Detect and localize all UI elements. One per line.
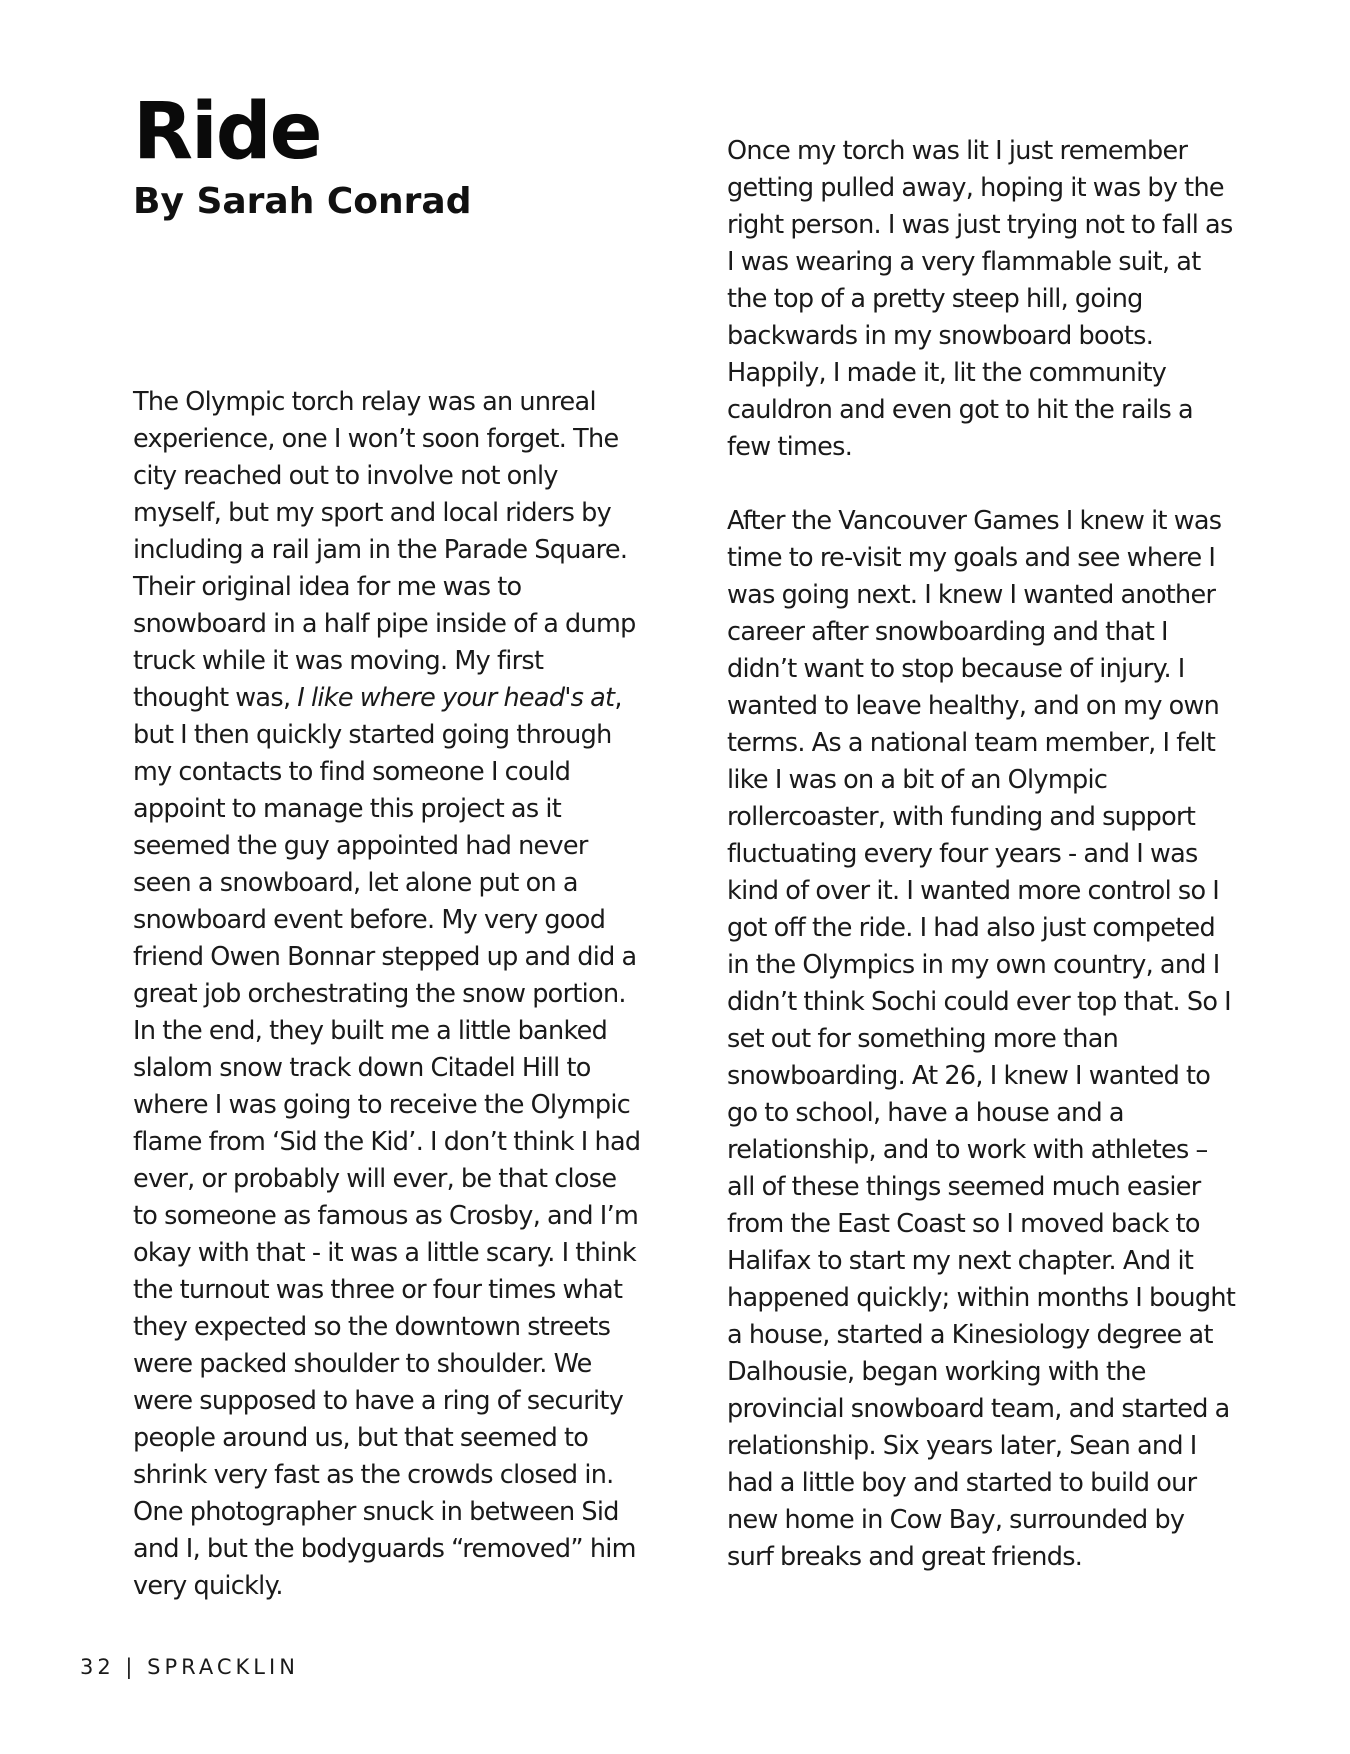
- paragraph-1-text-b: , but I then quickly started going through my contacts to find someone I could appoint to manage this project as it seemed the guy appointed had never seen a snowboard, let alone put on a snowboard event before. My very good friend Owen Bonnar stepped up and did a great job orchestrating the snow portion. In the end, they built me a little banked slalom snow track down Citadel Hill to where I was going to receive the Olympic flame from ‘Sid the Kid’. I don’t think I had ever, or probably will ever, be that close to someone as famous as Crosby, and I’m okay with that - it was a little scary. I think the turnout was three or four times what they expected so the downtown streets were packed shoulder to shoulder. We were supposed to have a ring of security people around us, but that seemed to shrink very fast as the crowds closed in. One photographer snuck in between Sid and I, but the bodyguards “removed” him very quickly.: [133, 683, 641, 1601]
- article-title: Ride: [133, 87, 321, 177]
- article-byline: By Sarah Conrad: [133, 181, 472, 222]
- paragraph-1-italic-quote: I like where your head's at: [297, 683, 615, 713]
- paragraph-2: Once my torch was lit I just remember getting pulled away, hoping it was by the right person. I was just trying not to fall as I was wearing a very flammable suit, at the top of a pretty steep hill, going backwards in my snowboard boots. Happily, I made it, lit the community cauldron and even got to hit the rails a few times.: [727, 136, 1233, 462]
- paragraph-3: After the Vancouver Games I knew it was time to re-visit my goals and see where I was going next. I knew I wanted another career after snowboarding and that I didn’t want to stop because of injury. I wanted to leave healthy, and on my own terms. As a national team member, I felt like I was on a bit of an Olympic rollercoaster, with funding and support fluctuating every four years - and I was kind of over it. I wanted more control so I got off the ride. I had also just competed in the Olympics in my own country, and I didn’t think Sochi could ever top that. So I set out for something more than snowboarding. At 26, I knew I wanted to go to school, have a house and a relationship, and to work with athletes – all of these things seemed much easier from the East Coast so I moved back to Halifax to start my next chapter. And it happened quickly; within months I bought a house, started a Kinesiology degree at Dalhousie, began working with the provincial snowboard team, and started a relationship. Six years later, Sean and I had a little boy and started to build our new home in Cow Bay, surrounded by surf breaks and great friends.: [727, 506, 1236, 1572]
- page-folio: 32 | SPRACKLIN: [80, 1655, 299, 1679]
- paragraph-1: [133, 384, 643, 1605]
- paragraph-1-text-a: The Olympic torch relay was an unreal experience, one I won’t soon forget. The city reached out to involve not only myself, but my sport and local riders by including a rail jam in the Parade Square. Their original idea for me was to snowboard in a half pipe inside of a dump truck while it was moving. My first thought was,: [133, 387, 636, 713]
- right-column: [727, 133, 1237, 1576]
- left-column: [133, 384, 643, 1605]
